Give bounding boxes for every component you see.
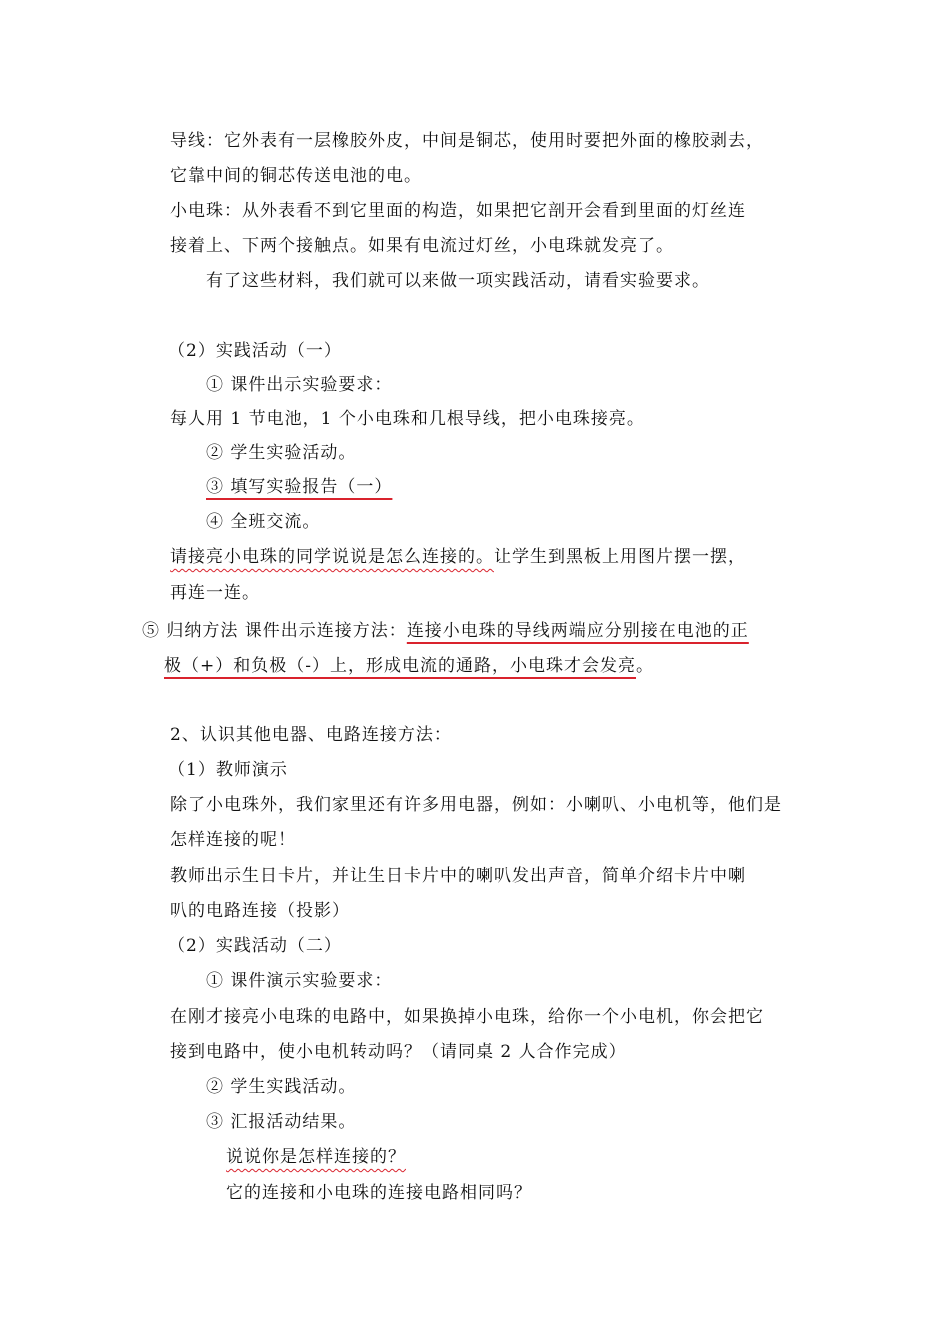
activity1-ask: 请接亮小电珠的同学说说是怎么连接的。 bbox=[170, 547, 494, 567]
paragraph-appliances-line2: 怎样连接的呢！ bbox=[170, 830, 296, 850]
activity2-question2: 它的连接和小电珠的连接电路相同吗？ bbox=[226, 1183, 532, 1203]
paragraph-wire-line1: 导线：它外表有一层橡胶外皮，中间是铜芯，使用时要把外面的橡胶剥去， bbox=[170, 131, 764, 151]
activity2-step3: ③ 汇报活动结果。 bbox=[206, 1112, 357, 1132]
activity1-step5-method: 连接小电珠的导线两端应分别接在电池的正 bbox=[406, 621, 749, 641]
activity1-step5-prefix: ⑤ 归纳方法 课件出示连接方法： bbox=[142, 621, 407, 641]
paragraph-wire-line2: 它靠中间的铜芯传送电池的电。 bbox=[170, 166, 422, 186]
activity2-requirement-line2: 接到电路中，使小电机转动吗？（请同桌 2 人合作完成） bbox=[170, 1042, 627, 1062]
activity1-step1: ① 课件出示实验要求： bbox=[206, 375, 393, 395]
activity2-step1: ① 课件演示实验要求： bbox=[206, 971, 393, 991]
activity1-step5-row bbox=[142, 618, 749, 644]
paragraph-materials: 有了这些材料，我们就可以来做一项实践活动，请看实验要求。 bbox=[206, 271, 710, 291]
activity1-requirement: 每人用 1 节电池，1 个小电珠和几根导线，把小电珠接亮。 bbox=[170, 409, 645, 429]
activity1-ask-rest: 让学生到黑板上用图片摆一摆， bbox=[494, 547, 746, 567]
activity1-ask-line2: 再连一连。 bbox=[170, 583, 260, 603]
activity1-ask-row bbox=[170, 544, 746, 570]
paragraph-card-line2: 叭的电路连接（投影） bbox=[170, 901, 350, 921]
paragraph-bulb-line1: 小电珠：从外表看不到它里面的构造，如果把它剖开会看到里面的灯丝连 bbox=[170, 201, 746, 221]
activity1-step2: ② 学生实验活动。 bbox=[206, 443, 357, 463]
heading-section-2: 2、认识其他电器、电路连接方法： bbox=[170, 725, 452, 745]
activity1-step5-row2 bbox=[164, 653, 654, 679]
activity1-step5-end: 。 bbox=[636, 656, 654, 676]
paragraph-bulb-line2: 接着上、下两个接触点。如果有电流过灯丝，小电珠就发亮了。 bbox=[170, 236, 674, 256]
activity1-step5-method-line2: 极（+）和负极（-）上，形成电流的通路，小电珠才会发亮 bbox=[164, 656, 636, 676]
activity2-step2: ② 学生实践活动。 bbox=[206, 1077, 357, 1097]
activity1-step4: ④ 全班交流。 bbox=[206, 512, 321, 532]
paragraph-card-line1: 教师出示生日卡片，并让生日卡片中的喇叭发出声音，简单介绍卡片中喇 bbox=[170, 866, 746, 886]
paragraph-appliances-line1: 除了小电珠外，我们家里还有许多用电器，例如：小喇叭、小电机等，他们是 bbox=[170, 795, 782, 815]
heading-activity-1: （2）实践活动（一） bbox=[168, 341, 342, 361]
activity2-requirement-line1: 在刚才接亮小电珠的电路中，如果换掉小电珠，给你一个小电机，你会把它 bbox=[170, 1007, 764, 1027]
activity2-question1: 说说你是怎样连接的？ bbox=[226, 1147, 406, 1167]
heading-activity-2: （2）实践活动（二） bbox=[168, 936, 342, 956]
heading-teacher-demo: （1）教师演示 bbox=[168, 760, 288, 780]
activity1-step3: ③ 填写实验报告（一） bbox=[206, 477, 393, 497]
